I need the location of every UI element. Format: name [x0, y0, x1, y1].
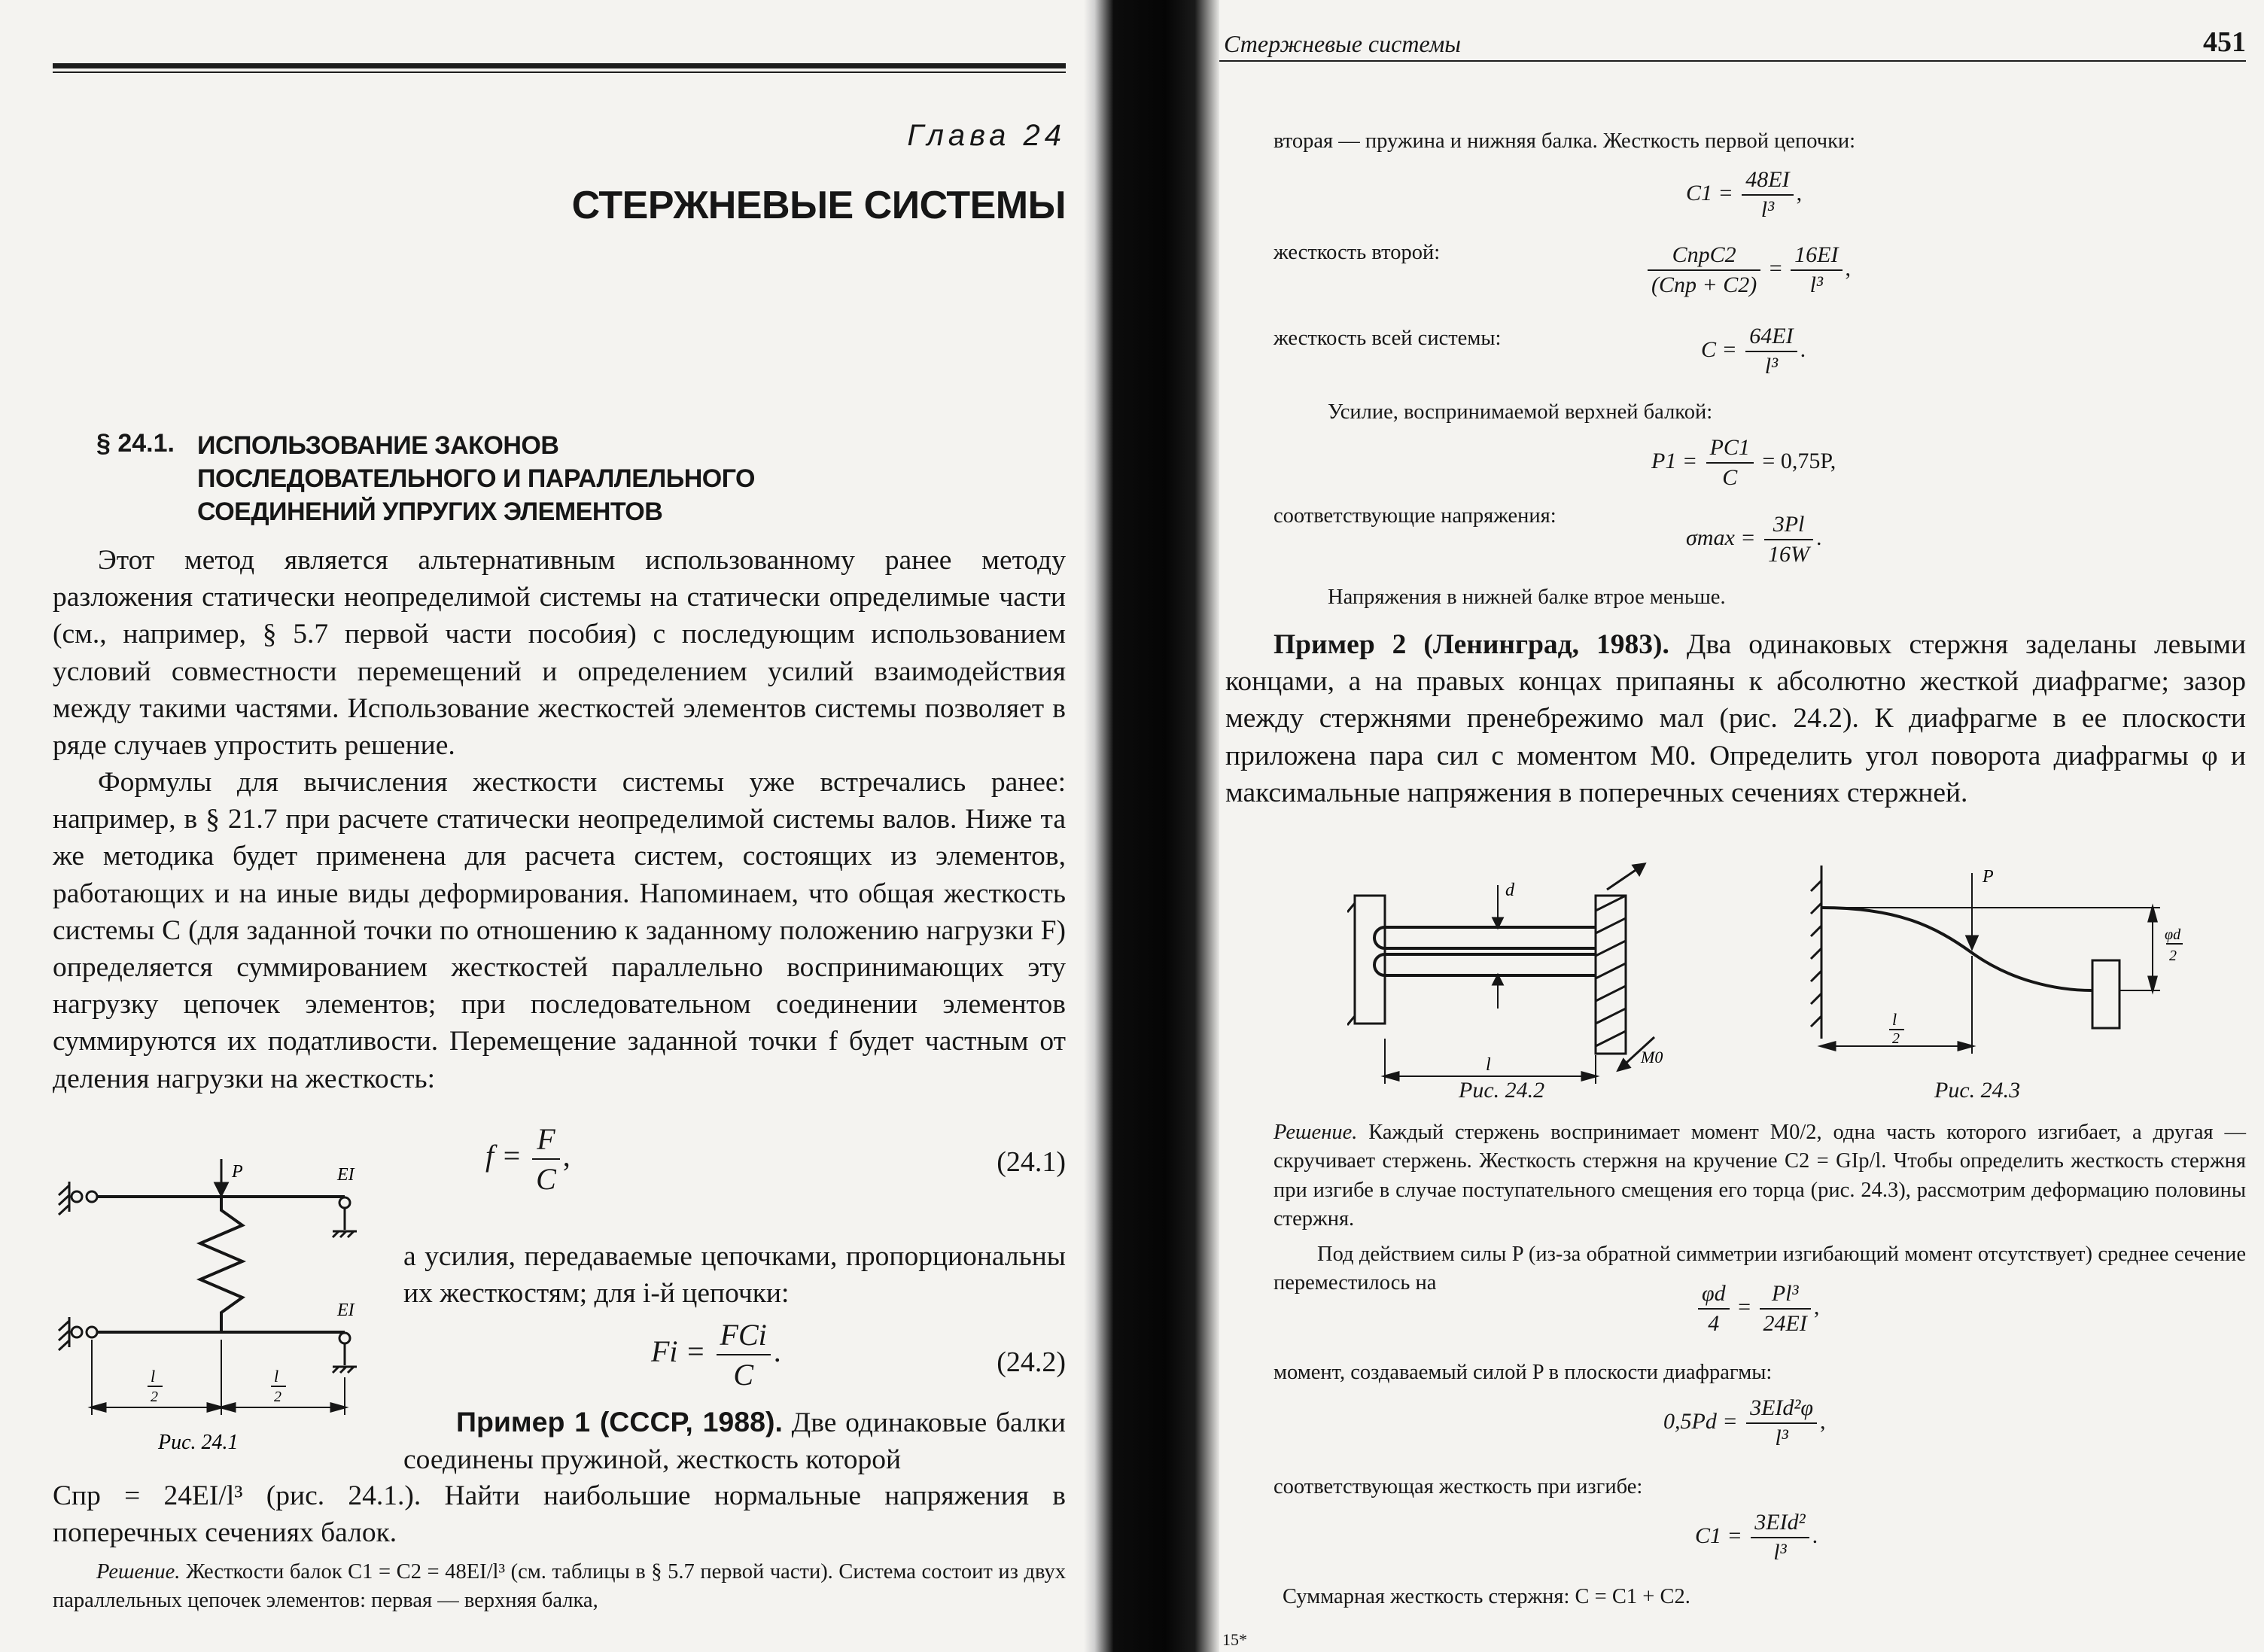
- eq-lhs: σmax =: [1686, 525, 1756, 550]
- denominator: C: [733, 1358, 753, 1392]
- solution-heading: Решение.: [96, 1560, 181, 1584]
- label-half-num: l: [274, 1367, 279, 1386]
- label-phid-num: φd: [2165, 926, 2181, 943]
- label-P: P: [1983, 867, 1994, 887]
- numerator: 3EId²φ: [1746, 1395, 1817, 1424]
- numerator: 64EI: [1745, 324, 1797, 352]
- fraction: [1764, 512, 1813, 567]
- text-line: Напряжения в нижней балке втрое меньше.: [1328, 586, 1726, 609]
- numerator: Pl³: [1760, 1281, 1811, 1310]
- eq-sign: =: [1769, 255, 1782, 281]
- label-P: P: [232, 1162, 243, 1182]
- numerator: 3Pl: [1764, 512, 1813, 540]
- fraction: [1791, 242, 1842, 298]
- fraction: [532, 1121, 560, 1197]
- chapter-title: СТЕРЖНЕВЫЕ СИСТЕМЫ: [571, 184, 1066, 227]
- label-d: d: [1505, 881, 1514, 900]
- eq-lhs: C1 =: [1686, 180, 1733, 205]
- figure-24-3: [1806, 858, 2198, 1076]
- denominator: l³: [1775, 1425, 1788, 1450]
- text-line: Усилие, воспринимаемой верхней балкой:: [1328, 400, 1713, 424]
- eq-lhs: C1 =: [1695, 1523, 1742, 1548]
- label-second: жесткость второй:: [1274, 241, 1441, 264]
- denominator: (Cпр + C2): [1651, 272, 1757, 297]
- page-number: 451: [2203, 26, 2246, 58]
- running-head: Стержневые системы: [1224, 30, 1461, 57]
- label-M0: M0: [1641, 1048, 1663, 1066]
- numerator: FCi: [717, 1317, 771, 1355]
- denominator: 16W: [1768, 542, 1810, 567]
- denominator: 4: [1708, 1311, 1720, 1336]
- eq-lhs: 0,5Pd =: [1663, 1408, 1738, 1434]
- label-EI-top: EI: [337, 1165, 355, 1185]
- equation-c1-bend: [1695, 1510, 1818, 1565]
- numerator: 3EId²: [1751, 1510, 1809, 1538]
- solution-1: [53, 1558, 1066, 1616]
- example-text: Две одинаковые балки соединены пружиной, жесткость которой: [403, 1407, 1067, 1476]
- equation-p1: [1651, 435, 1836, 491]
- eq-lhs: f =: [485, 1139, 522, 1173]
- fraction: [1706, 435, 1754, 491]
- label-stress: соответствующие напряжения:: [1274, 504, 1556, 528]
- example-heading: Пример 1 (СССР, 1988).: [456, 1406, 783, 1438]
- example-1-continued: Cпр = 24EI/l³ (рис. 24.1.). Найти наибольшие нормальные напряжения в поперечных сечениях балок.: [53, 1480, 1066, 1549]
- top-rule-thin: [53, 71, 1066, 73]
- eq-sign: =: [1738, 1294, 1751, 1319]
- label-bend: соответствующая жесткость при изгибе:: [1274, 1475, 1643, 1498]
- equation-c2: [1645, 242, 1851, 298]
- solution-2: [1274, 1118, 2246, 1234]
- equation-moment: [1663, 1395, 1825, 1451]
- denominator: C: [1722, 465, 1738, 490]
- paragraph-force: Под действием силы P (из-за обратной симметрии изгибающий момент отсутствует) среднее сечение переместилось на: [1274, 1243, 2246, 1295]
- denominator: l³: [1764, 354, 1779, 379]
- eq-tail: ,: [1819, 1408, 1826, 1434]
- example-text: Два одинаковых стержня заделаны левыми концами, а на правых концах припаяны к абсолютно жесткой диафрагме; зазор между стержнями пренебрежимо мал (рис. 24.2). К диафрагме в ее плоскости приложена пара сил с моментом M0. Определить угол поворота диафрагмы φ и максимальные напряжения в поперечных сечениях стержней.: [1225, 629, 2247, 808]
- eq-tail: = 0,75P,: [1762, 448, 1836, 473]
- numerator: F: [532, 1121, 560, 1160]
- fraction: [1760, 1281, 1811, 1337]
- fraction: [1742, 167, 1793, 223]
- fraction: [1745, 324, 1797, 379]
- equation-24-1: [485, 1121, 571, 1197]
- section-title-line: ПОСЛЕДОВАТЕЛЬНОГО И ПАРАЛЛЕЛЬНОГО: [197, 464, 755, 493]
- denominator: l³: [1773, 1540, 1787, 1565]
- text-line: вторая — пружина и нижняя балка. Жесткость первой цепочки:: [1274, 129, 1856, 153]
- equation-sigma: [1686, 512, 1822, 567]
- eq-lhs: C =: [1701, 336, 1737, 362]
- label-half-num: l: [151, 1367, 156, 1386]
- eq-tail: .: [773, 1334, 781, 1369]
- solution-text: Жесткости балок C1 = C2 = 48EI/l³ (см. таблицы в § 5.7 первой части). Система состоит из двух параллельных цепочек элементов: первая — верхняя балка,: [53, 1560, 1066, 1613]
- equation-c: [1701, 324, 1806, 379]
- header-rule: [1219, 60, 2246, 62]
- solution-text: Каждый стержень воспринимает момент M0/2, одна часть которого изгибает, а другая — скручивает стержень. Жесткость стержня на кручение C2 = GIp/l. Чтобы определить жесткость стержня при изгибе в случае поступательного смещения его торца (рис. 24.3), рассмотрим деформацию половины стержня.: [1274, 1121, 2246, 1231]
- fraction: [1751, 1510, 1809, 1565]
- section-title: [197, 429, 755, 528]
- fraction: [1698, 1281, 1730, 1337]
- label-l: l: [1486, 1055, 1491, 1075]
- eq-lhs: P1 =: [1651, 448, 1698, 473]
- text-line: Суммарная жесткость стержня: C = C1 + C2.: [1283, 1585, 1690, 1608]
- label-half-den: 2: [1892, 1030, 1900, 1047]
- paragraph-2: Формулы для вычисления жесткости системы уже встречались ранее: например, в § 21.7 при расчете статически неопределимой системы валов. Ниже та же методика будет применена для расчета систем, состоящих из элементов, работающих и на иные виды деформирования. Напоминаем, что общая жесткость системы C (для заданной точки по отношению к заданному положению нагрузки F) определяется суммированием жесткостей параллельно воспринимающих эту нагрузку цепочек элементов; при последовательном соединении элементов суммируются их податливости. Перемещение заданной точки f будет частным от деления нагрузки на жесткость:: [53, 767, 1066, 1094]
- footer-mark: 15*: [1222, 1630, 1247, 1649]
- paragraph-1: Этот метод является альтернативным использованному ранее методу разложения статически неопределимой системы на статически определимые части (см., например, § 5.7 первой части пособия) с последующим использованием условий совместности перемещений и определением усилий взаимодействия между такими частями. Использование жесткостей элементов системы позволяет в ряде случаев упростить решение.: [53, 545, 1066, 762]
- eq-tail: .: [1812, 1523, 1818, 1548]
- label-half-num: l: [1892, 1010, 1897, 1029]
- section-title-line: СОЕДИНЕНИЙ УПРУГИХ ЭЛЕМЕНТОВ: [197, 497, 663, 526]
- figure-caption: Рис. 24.1: [158, 1431, 239, 1453]
- equation-c1: [1686, 167, 1802, 223]
- fraction: [717, 1317, 771, 1392]
- equation-displacement: [1695, 1281, 1819, 1337]
- eq-tail: ,: [1813, 1294, 1820, 1319]
- figure-caption: Рис. 24.3: [1934, 1078, 2021, 1103]
- left-page: [0, 0, 1084, 1652]
- label-phid-den: 2: [2169, 948, 2177, 964]
- numerator: CпрC2: [1648, 242, 1760, 271]
- label-half-den: 2: [274, 1389, 281, 1405]
- label-system: жесткость всей системы:: [1274, 327, 1502, 350]
- label-moment: момент, создаваемый силой P в плоскости диафрагмы:: [1274, 1361, 1773, 1384]
- section-title-line: ИСПОЛЬЗОВАНИЕ ЗАКОНОВ: [197, 431, 559, 460]
- solution-heading: Решение.: [1274, 1121, 1358, 1144]
- equation-number-24-1: (24.1): [997, 1146, 1066, 1178]
- book-spine: [1084, 0, 1219, 1652]
- example-1: [403, 1404, 1066, 1478]
- equation-24-2: [651, 1317, 781, 1392]
- figure-caption: Рис. 24.2: [1459, 1078, 1545, 1103]
- eq-tail: ,: [562, 1139, 571, 1173]
- fraction: [1648, 242, 1760, 298]
- example-heading: Пример 2 (Ленинград, 1983).: [1274, 629, 1669, 660]
- eq-tail: ,: [1845, 255, 1851, 281]
- denominator: l³: [1809, 272, 1823, 297]
- label-half-den: 2: [151, 1389, 158, 1405]
- eq-tail: ,: [1796, 180, 1803, 205]
- numerator: 48EI: [1742, 167, 1793, 196]
- numerator: 16EI: [1791, 242, 1842, 271]
- chapter-label: Глава 24: [907, 119, 1066, 152]
- figure-24-2: [1347, 858, 1739, 1106]
- eq-tail: .: [1816, 525, 1822, 550]
- paragraph-3: а усилия, передаваемые цепочками, пропорциональны их жесткостям; для i-й цепочки:: [403, 1241, 1066, 1310]
- fraction: [1746, 1395, 1817, 1451]
- numerator: φd: [1698, 1281, 1730, 1310]
- top-rule: [53, 63, 1066, 68]
- equation-number-24-2: (24.2): [997, 1346, 1066, 1378]
- figure-24-1: [53, 1159, 384, 1453]
- numerator: PC1: [1706, 435, 1754, 464]
- eq-tail: .: [1800, 336, 1806, 362]
- denominator: l³: [1760, 197, 1775, 222]
- label-EI-bottom: EI: [337, 1301, 355, 1320]
- denominator: C: [536, 1162, 556, 1196]
- section-number: § 24.1.: [96, 429, 175, 458]
- denominator: 24EI: [1763, 1311, 1807, 1336]
- example-2: [1225, 626, 2246, 811]
- right-page: [1219, 0, 2264, 1652]
- eq-lhs: Fi =: [651, 1334, 706, 1369]
